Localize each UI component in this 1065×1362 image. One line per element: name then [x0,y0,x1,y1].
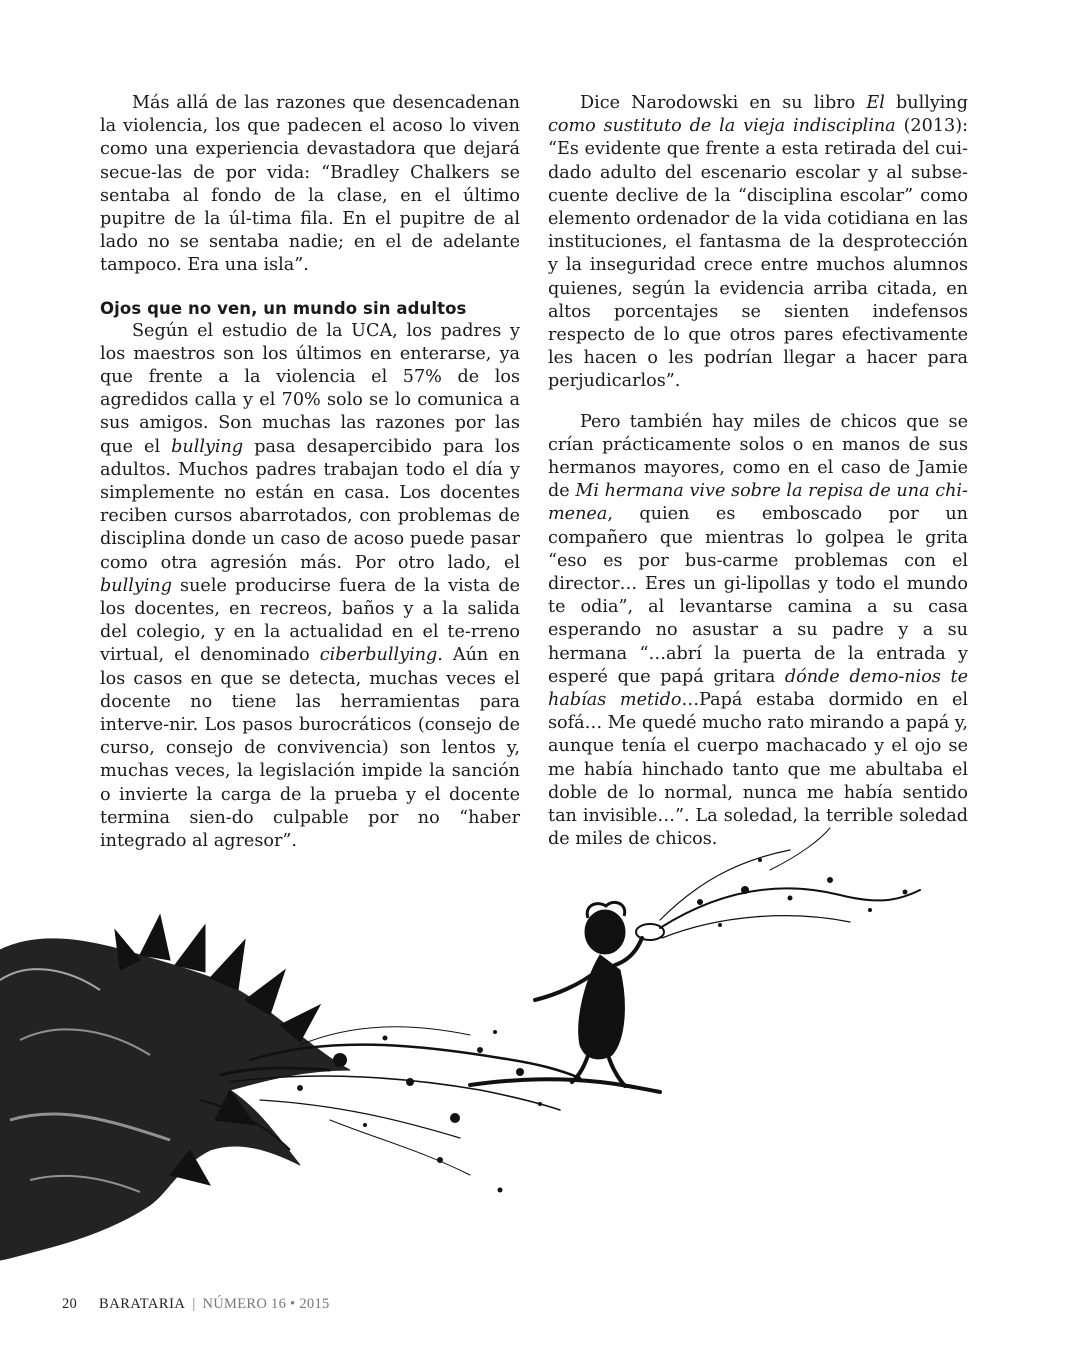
text-run: Pero también hay miles de chicos que se crían prácticamente solos o en manos de sus hermanos mayores, como en el caso de Jamie de [548,411,968,502]
italic-term: bullying [171,436,244,457]
paragraph-jamie [548,411,968,852]
text-run: . Aún en los casos en que se detecta, muchas veces el docente no tiene las herramientas para interve-nir. Los pasos burocráticos (consejo de curso, consejo de convivencia) son lentos y, muchas veces, la legislación impide la sanción o invierte la carga de la prueba y el docente termina sien-do culpable por no “haber integrado al agresor”. [100,645,520,852]
text-run: …Papá estaba dormido en el sofá… Me quedé mucho rato mirando a papá y, aunque tenía el cuerpo machacado y el ojo se me había hinchado tanto que me abultaba el doble de lo normal, nunca me había sentido tan invisible…”. La soledad, la terrible soledad de miles de chicos. [548,690,968,850]
paragraph-uca-study [100,320,520,854]
text-run: Según el estudio de la UCA, los padres y los maestros son los últimos en enterarse, ya que frente a la violencia el 57% de los agredidos calla y el 70% solo se lo comunica a sus amigos. Son muchas las razones por las que el [100,320,520,457]
text-run: suele producirse fuera de la vista de los docentes, en recreos, baños y a la salida del colegio, y en la actualidad en el te-rreno virtual, el denominado [100,575,520,666]
text-run: Dice Narodowski en su libro [580,93,867,113]
section-heading: Ojos que no ven, un mundo sin adultos [100,298,467,318]
text-run: , quien es emboscado por un compañero que mientras lo golpea le grita “eso es por bus-carme problemas con el director… Eres un gi-lipollas y todo el mundo te odia”, al levantarse camina a su casa esperando no asustar a su padre y a su hermana “…abrí la puerta de la entrada y esperé que papá gritara [548,504,968,687]
italic-title: como sustituto de la vieja indisciplina [548,116,896,137]
paragraph-intro: Más allá de las razones que desencadenan la violencia, los que padecen el acoso lo viven como una experiencia devastadora que dejará secue-las de por vida: “Bradley Chalkers se sentaba al fondo de la clase, en el último pupitre de la úl-tima fila. En el pupitre de al lado no se sentaba nadie; en el de adelante tampoco. Era una isla”. [100,93,520,276]
shout-splatter [660,828,920,938]
ink-dots [297,1030,542,1193]
left-column [100,92,520,853]
right-column [548,92,968,852]
italic-term: bullying [100,575,173,596]
ink-illustration [0,820,1065,1290]
italic-term: ciberbullying [319,645,438,666]
italic-title: El [866,93,885,113]
issue-info: NÚMERO 16 • 2015 [202,1296,330,1312]
publication-name: BARATARIA [99,1296,186,1312]
paragraph-narodowski [548,92,968,394]
text-run: pasa desapercibido para los adultos. Muchos padres trabajan todo el día y simplemente no están en casa. Los docentes reciben cursos abarrotados, con problemas de disciplina donde un caso de acoso puede pasar como otra agresión más. Por otro lado, el [100,436,520,573]
text-run: (2013): “Es evidente que frente a esta retirada del cui-dado adulto del escenario escolar y al subse-cuente declive de la “disciplina escolar” como elemento ordenador de la vida cotidiana en las instituciones, el fantasma de la desprotección y la inseguridad crece entre muchos alumnos quienes, según la evidencia arriba citada, en altos porcentajes se sienten indefensos respecto de lo que otros pares efectivamente les hacen o les podrían llegar a hacer para perjudicarlos”. [548,116,968,392]
ground-stroke [470,1079,660,1092]
footer-separator: | [192,1296,196,1312]
text-run: bullying [884,93,968,113]
child-figure-icon [535,902,664,1086]
page-number: 20 [62,1296,78,1312]
page-footer [62,1296,330,1313]
italic-quote: dónde demo-nios te habías metido [548,666,968,711]
italic-title: Mi hermana vive sobre la repisa de una chi-menea [548,481,968,525]
